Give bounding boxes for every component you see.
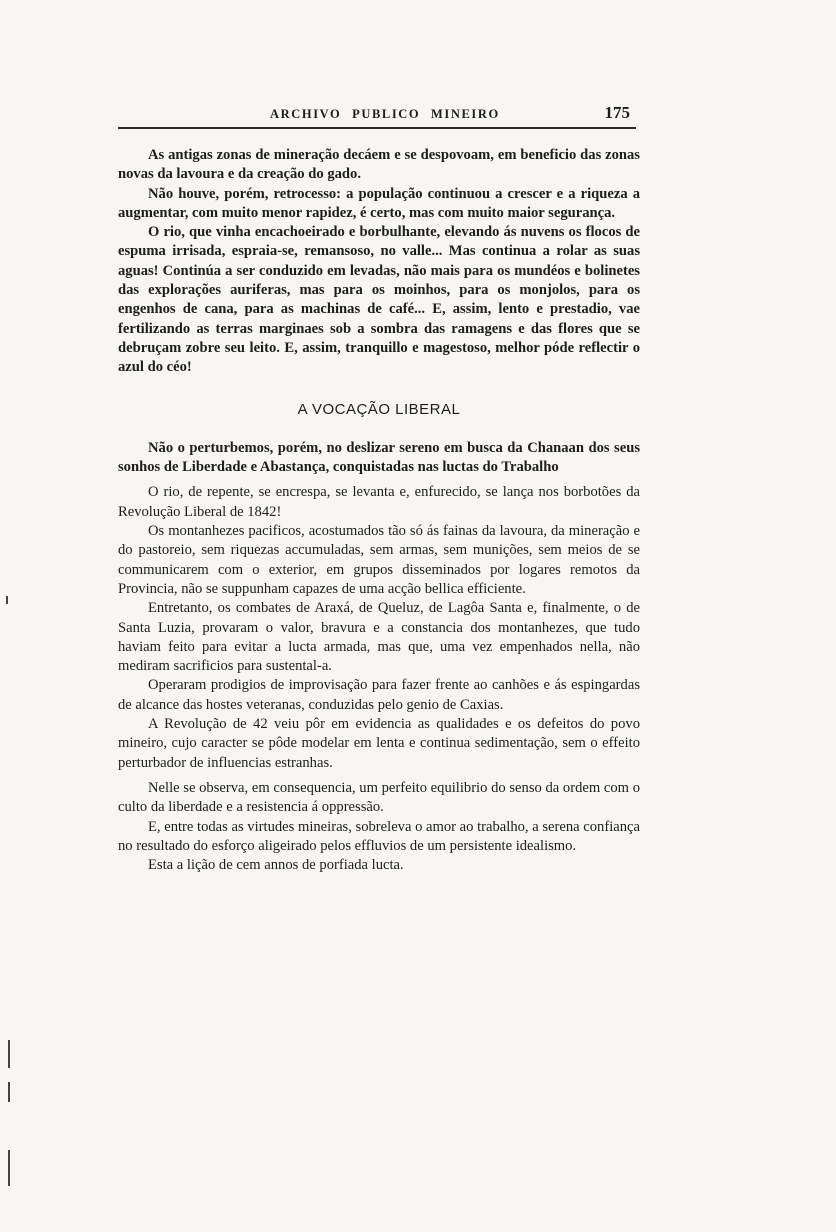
- paragraph: O rio, que vinha encachoeirado e borbulhante, elevando ás nuvens os flocos de espuma irrisada, espraia-se, remansoso, no valle... Mas continua a rolar as suas aguas! Continúa a ser conduzido em levadas, não mais para os mundéos e bolinetes das explorações auriferas, mas para os moinhos, para os monjolos, para os engenhos de cana, para as machinas de café... E, assim, lento e prestadio, vae fertilizando as terras marginaes sob a sombra das ramagens e das flores que se debruçam zobre seu leito. E, assim, tranquillo e magestoso, melhor póde reflectir o azul do céo!: [118, 224, 640, 376]
- scan-mark: [8, 1082, 10, 1102]
- paragraph: Não o perturbemos, porém, no deslizar sereno em busca da Chanaan dos seus sonhos de Liberdade e Abastança, conquistadas nas luctas do Trabalho: [118, 439, 640, 476]
- body-text: [118, 146, 640, 875]
- header-rule: [118, 127, 636, 129]
- paragraph: Entretanto, os combates de Araxá, de Queluz, de Lagôa Santa e, finalmente, o de Santa Luzia, provaram o valor, bravura e a constancia dos montanhezes, que tudo haviam feito para evitar a lucta armada, mas que, uma vez empenhados nella, não mediram sacrificios para sustental-a.: [118, 600, 640, 675]
- paragraph: E, entre todas as virtudes mineiras, sobreleva o amor ao trabalho, a serena confiança no resultado do esforço aligeirado pelos effluvios de um persistente idealismo.: [118, 818, 640, 854]
- paragraph: As antigas zonas de mineração decáem e se despovoam, em beneficio das zonas novas da lavoura e da creação do gado.: [118, 147, 640, 183]
- scan-mark: [8, 1150, 10, 1186]
- scan-mark: [6, 596, 8, 604]
- paragraph: Nelle se observa, em consequencia, um perfeito equilibrio do senso da ordem com o culto da liberdade e a resistencia á oppressão.: [118, 779, 640, 816]
- section-title: A VOCAÇÃO LIBERAL: [297, 400, 461, 418]
- paragraph: Os montanhezes pacificos, acostumados tão só ás fainas da lavoura, da mineração e do pastoreio, sem riquezas accumuladas, sem armas, sem munições, sem meios de se communicarem com o exterior, em grupos disseminados por logares remotos da Provincia, não se suppunham capazes de uma acção bellica efficiente.: [118, 523, 640, 597]
- page-header: [118, 103, 638, 127]
- paragraph: A Revolução de 42 veiu pôr em evidencia as qualidades e os defeitos do povo mineiro, cujo caracter se pôde modelar em lenta e continua sedimentação, sem o effeito perturbador de influencias estranhas.: [118, 716, 640, 771]
- scan-mark: [8, 1040, 10, 1068]
- running-title: ARCHIVO PUBLICO MINEIRO: [270, 107, 500, 121]
- page-number: 175: [604, 103, 630, 122]
- paragraph: Operaram prodigios de improvisação para fazer frente ao canhões e ás espingardas de alcance das hostes veteranas, conduzidas pelo genio de Caxias.: [118, 677, 640, 713]
- paragraph: Não houve, porém, retrocesso: a população continuou a crescer e a riqueza a augmentar, com muito menor rapidez, é certo, mas com muito maior segurança.: [118, 185, 640, 221]
- paragraph: Esta a lição de cem annos de porfiada lucta.: [148, 857, 404, 874]
- paragraph: O rio, de repente, se encrespa, se levanta e, enfurecido, se lança nos borbotões da Revolução Liberal de 1842!: [118, 484, 640, 520]
